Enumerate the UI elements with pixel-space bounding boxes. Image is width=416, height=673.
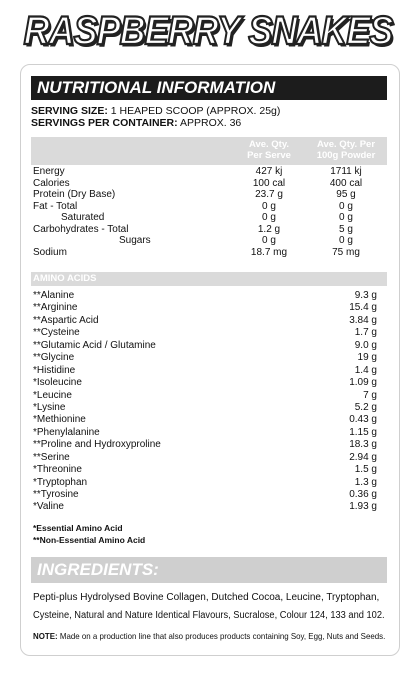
amino-value: 0.43 g xyxy=(349,414,377,426)
nutrient-label: Saturated xyxy=(61,212,105,223)
amino-value: 3.84 g xyxy=(349,314,377,326)
amino-value: 1.15 g xyxy=(349,426,377,438)
nutrition-row xyxy=(31,224,387,236)
amino-row xyxy=(31,414,387,426)
note-label: NOTE: xyxy=(33,631,58,641)
per-serve-value: 23.7 g xyxy=(255,189,283,200)
essential-footnote: *Essential Amino Acid xyxy=(33,523,123,533)
nutrition-header: NUTRITIONAL INFORMATION xyxy=(31,76,387,100)
amino-row xyxy=(31,489,387,501)
per-100g-value: 400 cal xyxy=(329,177,363,189)
nutrition-row xyxy=(31,212,387,224)
amino-acid-table xyxy=(31,290,387,514)
servings-per-container xyxy=(31,117,280,129)
per-100g-header-line1: Ave. Qty. Per xyxy=(316,139,376,150)
ingredients-line-2: Cysteine, Natural and Nature Identical Flavours, Sucralose, Colour 124, 133 and 102. xyxy=(33,610,385,621)
nutrient-label: Carbohydrates - Total xyxy=(33,223,129,235)
amino-label: **Arginine xyxy=(33,302,78,314)
amino-label: **Tyrosine xyxy=(33,489,79,500)
amino-label: *Phenylalanine xyxy=(33,426,100,438)
per-100g-value: 0 g xyxy=(339,212,353,223)
amino-acids-header: AMINO ACIDS xyxy=(31,272,387,286)
serving-size xyxy=(31,105,280,117)
amino-row xyxy=(31,352,387,364)
amino-row xyxy=(31,464,387,476)
amino-value: 5.2 g xyxy=(354,401,377,413)
amino-row xyxy=(31,427,387,439)
amino-value: 1.5 g xyxy=(354,464,377,476)
amino-row xyxy=(31,302,387,314)
per-serve-header-line1: Ave. Qty. xyxy=(248,139,290,150)
amino-value: 1.3 g xyxy=(354,476,377,488)
nutrition-table xyxy=(31,166,387,258)
per-serve-value: 0 g xyxy=(262,212,276,223)
nutrient-label: Calories xyxy=(33,177,70,189)
amino-label: *Methionine xyxy=(33,414,86,426)
nutrient-label: Fat - Total xyxy=(33,200,78,212)
amino-label: **Proline and Hydroxyproline xyxy=(33,439,161,451)
per-serve-value: 0 g xyxy=(262,235,276,246)
amino-label: **Glycine xyxy=(33,352,75,364)
amino-value: 2.94 g xyxy=(349,451,377,463)
per-100g-value: 0 g xyxy=(339,200,353,212)
nutrition-panel xyxy=(20,64,400,656)
amino-label: **Alanine xyxy=(33,290,75,301)
amino-value: 0.36 g xyxy=(349,489,377,500)
servings-label: SERVINGS PER CONTAINER: xyxy=(31,117,178,129)
nutrition-row xyxy=(31,247,387,259)
per-100g-header-line2: 100g Powder xyxy=(316,150,376,161)
amino-value: 7 g xyxy=(363,389,377,401)
amino-value: 1.09 g xyxy=(349,377,377,389)
product-title: RASPBERRY SNAKES xyxy=(23,7,393,53)
amino-label: *Valine xyxy=(33,501,64,513)
nutrient-label: Energy xyxy=(33,166,65,177)
amino-label: *Tryptophan xyxy=(33,476,88,488)
per-serve-header xyxy=(237,139,301,161)
amino-row xyxy=(31,477,387,489)
serving-size-label: SERVING SIZE: xyxy=(31,105,108,117)
amino-row xyxy=(31,340,387,352)
amino-label: **Glutamic Acid / Glutamine xyxy=(33,339,156,351)
serving-info xyxy=(31,105,280,129)
amino-row xyxy=(31,390,387,402)
amino-label: *Isoleucine xyxy=(33,377,82,389)
amino-value: 19 g xyxy=(357,352,377,364)
amino-value: 18.3 g xyxy=(349,439,377,451)
servings-value: APPROX. 36 xyxy=(179,117,242,129)
nutrition-row xyxy=(31,178,387,190)
ingredients-text xyxy=(33,589,389,625)
ingredients-header: INGREDIENTS: xyxy=(31,557,387,583)
amino-label: **Cysteine xyxy=(33,327,80,339)
amino-label: *Lysine xyxy=(33,401,66,413)
serving-size-value: 1 HEAPED SCOOP (APPROX. 25g) xyxy=(110,105,281,117)
amino-value: 9.3 g xyxy=(354,290,377,301)
per-serve-value: 100 cal xyxy=(252,177,286,189)
nutrition-row xyxy=(31,189,387,201)
per-100g-value: 5 g xyxy=(339,223,353,235)
per-serve-value: 1.2 g xyxy=(257,223,281,235)
amino-label: **Serine xyxy=(33,451,70,463)
per-serve-value: 427 kj xyxy=(255,166,283,177)
per-100g-value: 95 g xyxy=(336,189,356,200)
per-serve-value: 18.7 mg xyxy=(250,246,288,258)
amino-label: *Histidine xyxy=(33,364,76,376)
amino-value: 1.93 g xyxy=(349,501,377,513)
nutrient-label: Protein (Dry Base) xyxy=(33,189,116,200)
amino-row xyxy=(31,290,387,302)
amino-label: **Aspartic Acid xyxy=(33,314,99,326)
nutrient-label: Sugars xyxy=(119,235,151,246)
per-100g-header xyxy=(314,139,378,161)
per-100g-value: 0 g xyxy=(339,235,353,246)
amino-row xyxy=(31,452,387,464)
per-100g-value: 1711 kj xyxy=(330,166,362,177)
per-serve-header-line2: Per Serve xyxy=(247,150,291,161)
amino-row xyxy=(31,315,387,327)
allergen-note xyxy=(33,631,386,641)
amino-value: 1.4 g xyxy=(354,364,377,376)
amino-row xyxy=(31,327,387,339)
ingredients-line-1: Pepti-plus Hydrolysed Bovine Collagen, Dutched Cocoa, Leucine, Tryptophan, xyxy=(33,592,380,603)
amino-label: *Leucine xyxy=(33,389,72,401)
amino-value: 15.4 g xyxy=(349,302,377,314)
note-text: Made on a production line that also produces products containing Soy, Egg, Nuts and Seeds. xyxy=(59,631,386,641)
amino-row xyxy=(31,402,387,414)
per-serve-value: 0 g xyxy=(262,200,276,212)
amino-value: 1.7 g xyxy=(354,327,377,339)
amino-value: 9.0 g xyxy=(354,339,377,351)
non-essential-footnote: **Non-Essential Amino Acid xyxy=(33,535,146,545)
nutrient-label: Sodium xyxy=(33,246,67,258)
amino-row xyxy=(31,439,387,451)
amino-row xyxy=(31,377,387,389)
nutrition-row xyxy=(31,201,387,213)
nutrition-row xyxy=(31,166,387,178)
amino-label: *Threonine xyxy=(33,464,82,476)
amino-row xyxy=(31,501,387,513)
per-100g-value: 75 mg xyxy=(332,246,360,258)
amino-row xyxy=(31,365,387,377)
column-headers xyxy=(31,137,387,165)
nutrition-row xyxy=(31,235,387,247)
